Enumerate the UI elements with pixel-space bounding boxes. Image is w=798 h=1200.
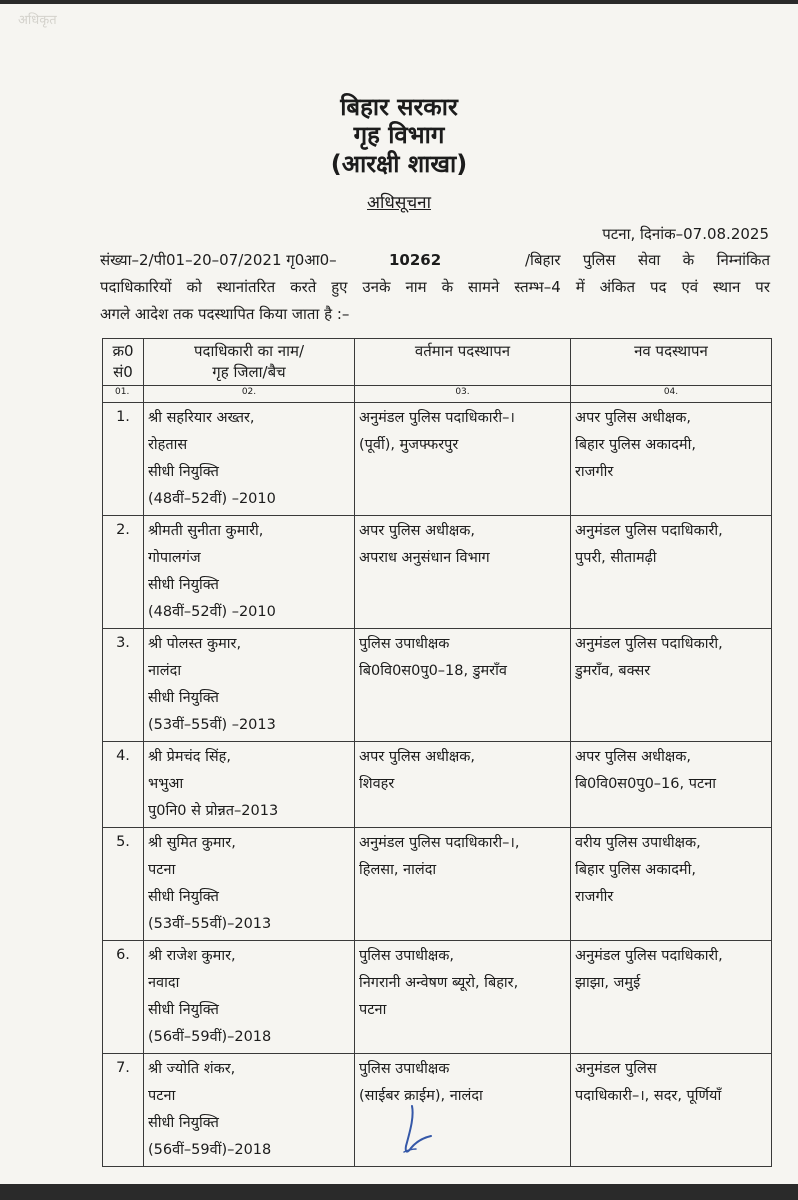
cell-line: अनुमंडल पुलिस पदाधिकारी, <box>575 948 723 964</box>
table-header-row <box>103 339 772 386</box>
cell-line: पु0नि0 से प्रोन्नत–2013 <box>148 803 279 819</box>
current-posting-cell <box>355 516 571 629</box>
intro-word: हुए <box>331 278 348 296</box>
col-number: 03. <box>355 386 571 403</box>
cell-line: (53वीं–55वीं)–2013 <box>148 916 272 932</box>
intro-word: करते <box>290 278 317 296</box>
cell-line: राजगीर <box>575 889 614 905</box>
col-number: 04. <box>571 386 772 403</box>
cell-line: अपर पुलिस अधीक्षक, <box>575 410 691 426</box>
intro-word: नाम <box>405 278 427 296</box>
cell-line: रोहतास <box>148 437 188 453</box>
table-row <box>103 742 772 828</box>
cell-line: अनुमंडल पुलिस पदाधिकारी, <box>575 636 723 652</box>
cell-line: पटना <box>359 1002 387 1018</box>
table-row <box>103 403 772 516</box>
intro-word: एवं <box>681 278 699 296</box>
new-posting-cell <box>571 403 772 516</box>
row-serial: 6. <box>103 941 144 1054</box>
branch-title: (आरक्षी शाखा) <box>330 150 468 178</box>
intro-word: स्थान <box>713 278 741 296</box>
cell-line: श्री सुमित कुमार, <box>148 835 236 851</box>
table-row <box>103 828 772 941</box>
cell-line: पुपरी, सीतामढ़ी <box>575 550 657 566</box>
intro-line-1-rest <box>525 253 770 268</box>
faint-top-mark: अधिकृत <box>18 13 57 28</box>
intro-word: में <box>575 278 585 296</box>
current-posting-cell <box>355 828 571 941</box>
col-number: 02. <box>144 386 355 403</box>
cell-line: अपर पुलिस अधीक्षक, <box>359 749 475 765</box>
cell-line: राजगीर <box>575 464 614 480</box>
cell-line: बि0वि0स0पु0–16, पटना <box>575 776 717 792</box>
cell-line: पटना <box>148 862 176 878</box>
cell-line: झाझा, जमुई <box>575 975 641 991</box>
table-row <box>103 1054 772 1167</box>
cell-line: (पूर्वी), मुजफ्फरपुर <box>359 437 459 453</box>
intro-word: पुलिस <box>582 251 616 269</box>
govt-title: बिहार सरकार <box>340 93 458 121</box>
cell-line: सीधी नियुक्ति <box>148 1002 219 1018</box>
new-posting-cell <box>571 941 772 1054</box>
new-posting-cell <box>571 828 772 941</box>
new-posting-cell <box>571 516 772 629</box>
cell-line: नवादा <box>148 975 180 991</box>
intro-line-3: अगले आदेश तक पदस्थापित किया जाता है :– <box>100 305 350 323</box>
current-posting-cell <box>355 629 571 742</box>
officer-name-cell <box>144 941 355 1054</box>
department-title: गृह विभाग <box>353 121 445 149</box>
cell-line: सीधी नियुक्ति <box>148 1115 219 1131</box>
intro-word: के <box>682 251 695 269</box>
intro-word: सामने <box>468 278 500 296</box>
cell-line: (53वीं–55वीं) –2013 <box>148 717 276 733</box>
intro-word: अंकित <box>599 278 636 296</box>
cell-line: अपराध अनुसंधान विभाग <box>359 550 490 566</box>
cell-line: अनुमंडल पुलिस <box>575 1061 657 1077</box>
cell-line: बिहार पुलिस अकादमी, <box>575 437 696 453</box>
intro-word: स्तम्भ–4 <box>514 278 561 296</box>
cell-line: अनुमंडल पुलिस पदाधिकारी–।, <box>359 835 520 851</box>
cell-line: सीधी नियुक्ति <box>148 889 219 905</box>
intro-word: /बिहार <box>525 251 561 269</box>
cell-line: श्री पोलस्त कुमार, <box>148 636 242 652</box>
cell-line: बिहार पुलिस अकादमी, <box>575 862 696 878</box>
cell-line: अपर पुलिस अधीक्षक, <box>359 523 475 539</box>
cell-line: हिलसा, नालंदा <box>359 862 437 878</box>
cell-line: (56वीं–59वीं)–2018 <box>148 1029 272 1045</box>
reference-number: 10262 <box>389 251 442 269</box>
row-serial: 1. <box>103 403 144 516</box>
cell-line: पुलिस उपाधीक्षक <box>359 636 450 652</box>
intro-word: पर <box>755 278 770 296</box>
notice-date: पटना, दिनांक–07.08.2025 <box>602 225 769 243</box>
intro-word: सेवा <box>637 251 661 269</box>
signature-mark <box>398 1102 434 1164</box>
header-name: पदाधिकारी का नाम/ गृह जिला/बैच <box>144 339 355 386</box>
cell-line: सीधी नियुक्ति <box>148 464 219 480</box>
intro-word: पदाधिकारियों <box>100 278 172 296</box>
cell-line: शिवहर <box>359 776 395 792</box>
cell-line: पुलिस उपाधीक्षक, <box>359 948 454 964</box>
cell-line: अनुमंडल पुलिस पदाधिकारी–। <box>359 410 515 426</box>
row-serial: 5. <box>103 828 144 941</box>
table-body <box>103 403 772 1167</box>
cell-line: श्री ज्योति शंकर, <box>148 1061 236 1077</box>
cell-line: पुलिस उपाधीक्षक <box>359 1061 450 1077</box>
cell-line: अपर पुलिस अधीक्षक, <box>575 749 691 765</box>
new-posting-cell <box>571 629 772 742</box>
intro-word: निम्नांकित <box>716 251 770 269</box>
cell-line: अनुमंडल पुलिस पदाधिकारी, <box>575 523 723 539</box>
cell-line: पटना <box>148 1088 176 1104</box>
row-serial: 4. <box>103 742 144 828</box>
cell-line: पदाधिकारी–।, सदर, पूर्णियाँ <box>575 1088 722 1104</box>
intro-line-2 <box>100 280 770 295</box>
new-posting-cell <box>571 1054 772 1167</box>
col-number: 01. <box>103 386 144 403</box>
officer-name-cell <box>144 403 355 516</box>
table-row <box>103 516 772 629</box>
intro-word: को <box>186 278 202 296</box>
row-serial: 3. <box>103 629 144 742</box>
current-posting-cell <box>355 403 571 516</box>
header-new-posting: नव पदस्थापन <box>571 339 772 386</box>
notice-title: अधिसूचना <box>367 193 431 213</box>
cell-line: (साईबर क्राईम), नालंदा <box>359 1088 483 1104</box>
current-posting-cell <box>355 742 571 828</box>
intro-word: पद <box>650 278 667 296</box>
cell-line: (48वीं–52वीं) –2010 <box>148 491 276 507</box>
officer-name-cell <box>144 828 355 941</box>
officer-name-cell <box>144 742 355 828</box>
cell-line: निगरानी अन्वेषण ब्यूरो, बिहार, <box>359 975 519 991</box>
row-serial: 2. <box>103 516 144 629</box>
cell-line: डुमराँव, बक्सर <box>575 663 651 679</box>
officer-name-cell <box>144 1054 355 1167</box>
table-row <box>103 941 772 1054</box>
cell-line: सीधी नियुक्ति <box>148 577 219 593</box>
cell-line: वरीय पुलिस उपाधीक्षक, <box>575 835 701 851</box>
row-serial: 7. <box>103 1054 144 1167</box>
cell-line: श्री प्रेमचंद सिंह, <box>148 749 231 765</box>
transfer-table <box>102 338 772 1167</box>
officer-name-cell <box>144 516 355 629</box>
new-posting-cell <box>571 742 772 828</box>
cell-line: बि0वि0स0पु0–18, डुमराँव <box>359 663 507 679</box>
officer-name-cell <box>144 629 355 742</box>
current-posting-cell <box>355 1054 571 1167</box>
cell-line: नालंदा <box>148 663 182 679</box>
current-posting-cell <box>355 941 571 1054</box>
cell-line: श्री राजेश कुमार, <box>148 948 236 964</box>
table-row <box>103 629 772 742</box>
header-current-posting: वर्तमान पदस्थापन <box>355 339 571 386</box>
intro-word: के <box>441 278 454 296</box>
document-page <box>0 4 798 1184</box>
intro-word: उनके <box>362 278 391 296</box>
cell-line: श्रीमती सुनीता कुमारी, <box>148 523 264 539</box>
header-sn: क्र0 सं0 <box>103 339 144 386</box>
cell-line: (56वीं–59वीं)–2018 <box>148 1142 272 1158</box>
column-number-row <box>103 386 772 403</box>
cell-line: भभुआ <box>148 776 184 792</box>
cell-line: श्री सहरियार अख्तर, <box>148 410 255 426</box>
cell-line: (48वीं–52वीं) –2010 <box>148 604 276 620</box>
notice-number: संख्या–2/पी01–20–07/2021 गृ0आ0– <box>100 251 337 269</box>
cell-line: सीधी नियुक्ति <box>148 690 219 706</box>
cell-line: गोपालगंज <box>148 550 201 566</box>
intro-word: स्थानांतरित <box>216 278 276 296</box>
